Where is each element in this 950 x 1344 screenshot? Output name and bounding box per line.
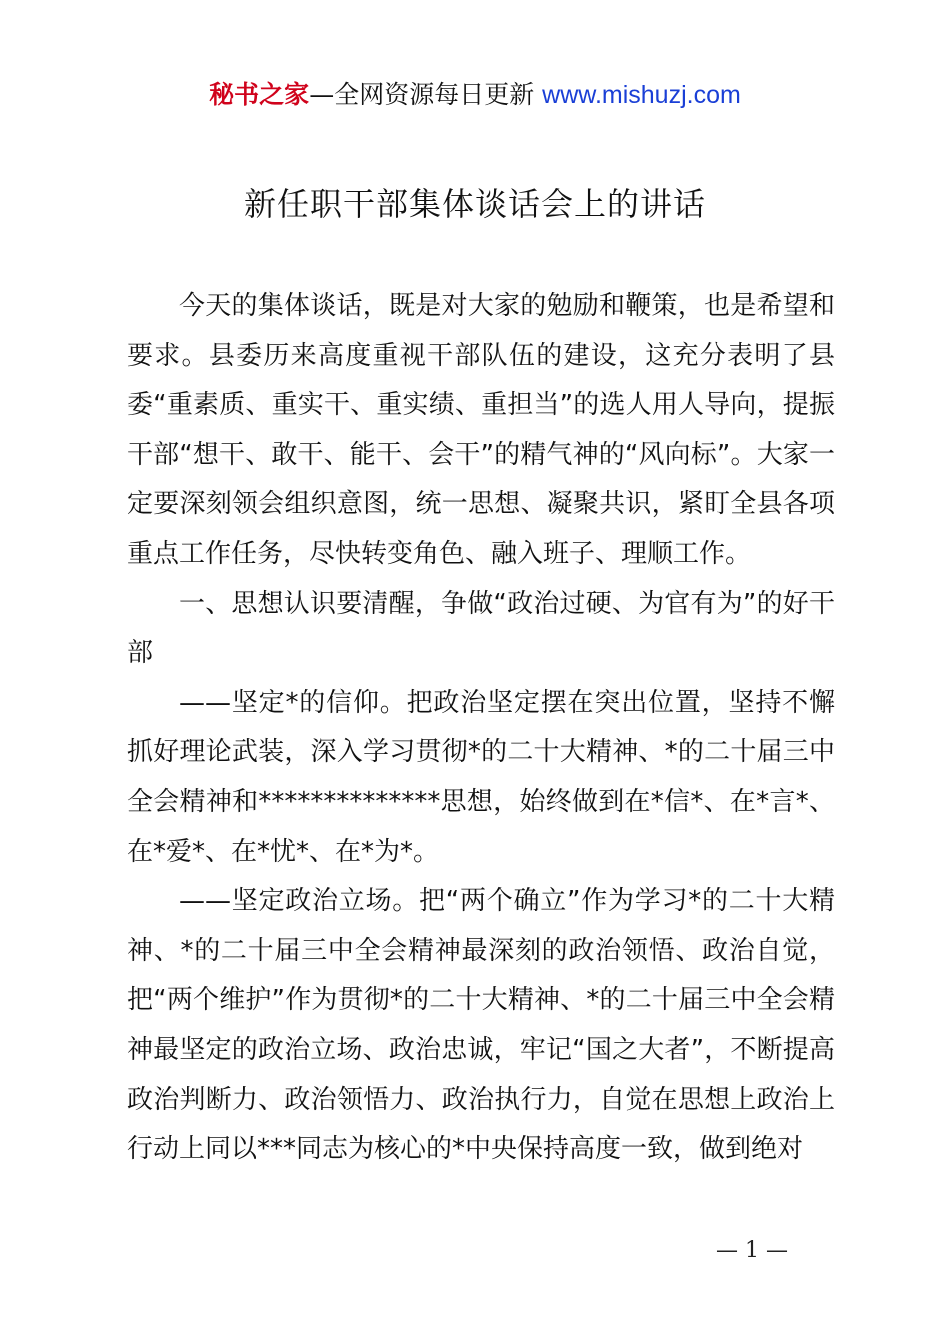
page-number: — 1 — <box>716 1238 788 1263</box>
paragraph-intro: 今天的集体谈话，既是对大家的勉励和鞭策，也是希望和要求。县委历来高度重视干部队伍的建设，这充分表明了县委“重素质、重实干、重实绩、重担当”的选人用人导向，提振干部“想干、敢干、能干、会干”的精气神的“风向标”。大家一定要深刻领会组织意图，统一思想、凝聚共识，紧盯全县各项重点工作任务，尽快转变角色、融入班子、理顺工作。 <box>127 291 835 569</box>
site-url[interactable]: www.mishuzj.com <box>542 81 741 109</box>
document-title: 新任职干部集体谈话会上的讲话 <box>243 185 706 223</box>
paragraph-faith: ——坚定*的信仰。把政治坚定摆在突出位置，坚持不懈抓好理论武装，深入学习贯彻*的二十大精神、*的二十届三中全会精神和**************思想，始终做到在*信*、在*言*、在*爱*、在*忧*、在*为*。 <box>127 687 835 867</box>
brand-name: 秘书之家 <box>209 80 310 109</box>
paragraph-stance: ——坚定政治立场。把“两个确立”作为学习*的二十大精神、*的二十届三中全会精神最深刻的政治领悟、政治自觉，把“两个维护”作为贯彻*的二十大精神、*的二十届三中全会精神最坚定的政治立场、政治忠诚，牢记“国之大者”，不断提高政治判断力、政治领悟力、政治执行力，自觉在思想上政治上行动上同以***同志为核心的*中央保持高度一致，做到绝对 <box>127 886 835 1165</box>
section-heading-1: 一、思想认识要清醒，争做“政治过硬、为官有为”的好干部 <box>127 588 835 669</box>
header-tagline: —全网资源每日更新 <box>309 80 535 109</box>
document-body <box>127 282 835 1175</box>
watermark-header <box>0 78 950 112</box>
